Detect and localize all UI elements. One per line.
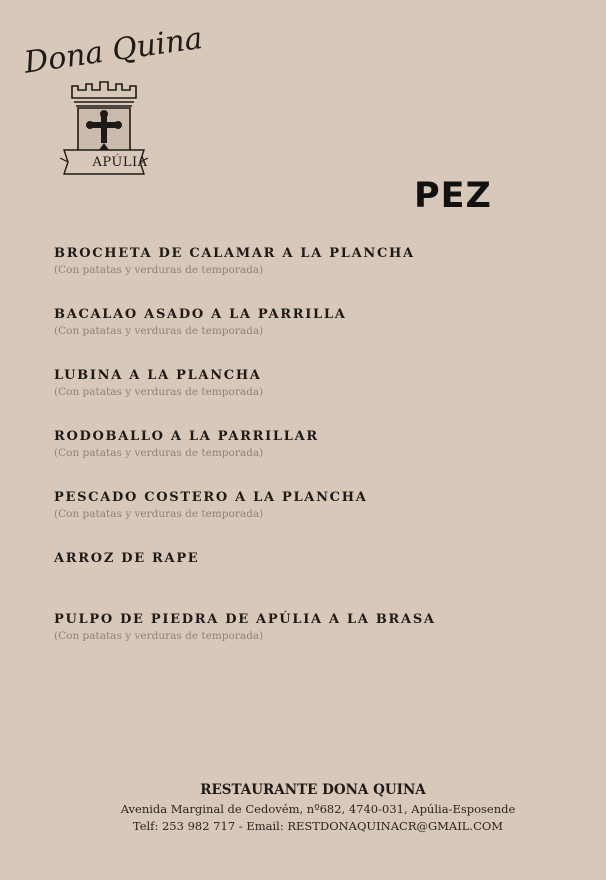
menu-item: [54, 551, 199, 567]
menu-item-name: PESCADO COSTERO A LA PLANCHA: [54, 490, 368, 505]
menu-item: [54, 429, 319, 460]
brand-place: APÚLIA: [92, 155, 148, 170]
menu-item: [54, 612, 436, 643]
footer-contact[interactable]: Telf: 253 982 717 - Email: RESTDONAQUINACR@GMAIL.COM: [132, 819, 504, 833]
menu-item-description: (Con patatas y verduras de temporada): [54, 264, 264, 276]
menu-item-description: (Con patatas y verduras de temporada): [54, 447, 264, 459]
menu-item-name: LUBINA A LA PLANCHA: [54, 368, 262, 383]
menu-item-name: PULPO DE PIEDRA DE APÚLIA A LA BRASA: [54, 612, 436, 627]
menu-item: [54, 368, 263, 399]
menu-item-name: BROCHETA DE CALAMAR A LA PLANCHA: [54, 246, 415, 261]
menu-item-name: ARROZ DE RAPE: [54, 551, 200, 566]
brand-name: Dona Quina: [22, 21, 205, 81]
menu-item: [54, 490, 368, 521]
menu-item-name: BACALAO ASADO A LA PARRILLA: [54, 307, 347, 322]
footer-address: Avenida Marginal de Cedovém, nº682, 4740-031, Apúlia-Esposende: [120, 802, 516, 816]
footer-restaurant-name: RESTAURANTE DONA QUINA: [200, 782, 426, 798]
footer: [0, 782, 606, 834]
menu-item-description: (Con patatas y verduras de temporada): [54, 630, 264, 642]
menu-item-description: (Con patatas y verduras de temporada): [54, 508, 264, 520]
menu-item: [54, 307, 347, 338]
menu-item: [54, 246, 415, 277]
menu-item-description: (Con patatas y verduras de temporada): [54, 325, 264, 337]
section-title: PEZ: [414, 176, 492, 216]
menu-item-name: RODOBALLO A LA PARRILLAR: [54, 429, 319, 444]
restaurant-logo: [20, 21, 210, 185]
menu-item-description: (Con patatas y verduras de temporada): [54, 386, 264, 398]
